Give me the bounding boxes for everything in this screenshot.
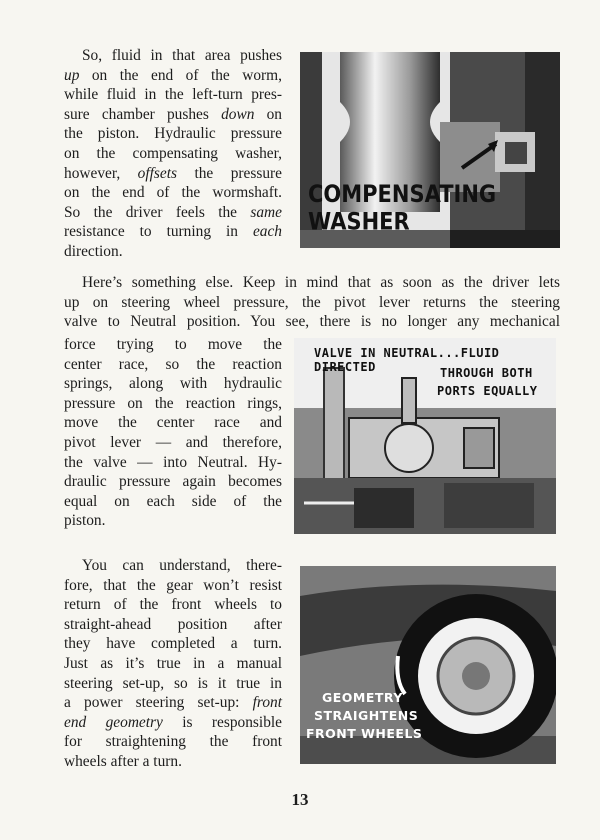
text-line: wheels after a turn. — [64, 752, 182, 770]
text-line: sure chamber pushes down on — [64, 105, 282, 123]
text-line: they have completed a turn. — [64, 635, 282, 653]
text-line: on the end of the wormshaft. — [64, 184, 282, 202]
text-line: straight-ahead position after — [64, 615, 282, 633]
text-line: move the center race and — [64, 414, 282, 432]
text-line: end geometry is responsible — [64, 713, 282, 731]
text-line: however, offsets the pressure — [64, 164, 282, 182]
text-line: steering set-up, so is it true in — [64, 674, 282, 692]
text-line: pivot lever — and therefore, — [64, 433, 282, 451]
text-line: Here’s something else. Keep in mind that as soon as the driver lets — [82, 274, 560, 291]
page-number: 13 — [291, 790, 309, 809]
washer-caption: COMPENSATING WASHER — [308, 180, 497, 236]
text-line: direction. — [64, 242, 123, 260]
text-line: pressure on the reaction rings, — [64, 394, 282, 412]
valve-caption-line3: PORTS EQUALLY — [437, 384, 538, 398]
valve-caption-line2: THROUGH BOTH — [440, 366, 533, 380]
text-line: So, fluid in that area pushes — [82, 47, 282, 64]
text-line: a power steering set-up: front — [64, 694, 282, 712]
valve-neutral-photo — [294, 338, 556, 534]
text-line: fore, that the gear won’t resist — [64, 576, 282, 594]
text-line: So the driver feels the same — [64, 203, 282, 221]
text-line: the valve — into Neutral. Hy- — [64, 453, 282, 471]
text-line: while fluid in the left-turn pres- — [64, 86, 282, 104]
text-line: You can understand, there- — [82, 557, 282, 574]
text-line: return of the front wheels to — [64, 596, 282, 614]
text-line: draulic pressure again becomes — [64, 473, 282, 491]
text-line: equal on each side of the — [64, 492, 282, 510]
text-line: piston. — [64, 512, 106, 530]
text-line: resistance to turning in each — [64, 223, 282, 241]
text-line: Just as it’s true in a manual — [64, 654, 282, 672]
paragraph-geometry — [64, 556, 282, 772]
paragraph-compensating — [64, 46, 282, 262]
text-line: for straightening the front — [64, 733, 282, 751]
text-line: the piston. Hydraulic pressure — [64, 125, 282, 143]
text-line: springs, along with hydraulic — [64, 375, 282, 393]
paragraph-neutral — [64, 273, 560, 332]
wheel-caption-line3: FRONT WHEELS — [306, 726, 423, 741]
wheel-caption-line1: GEOMETRY — [322, 690, 403, 705]
text-line: up on the end of the worm, — [64, 66, 282, 84]
text-line: up on steering wheel pressure, the pivot lever returns the steering — [64, 293, 560, 311]
wheel-caption-line2: STRAIGHTENS — [314, 708, 419, 723]
paragraph-neutral-continued — [64, 335, 282, 531]
compensating-washer-photo — [300, 52, 560, 248]
valve-caption-line1: VALVE IN NEUTRAL...FLUID DIRECTED — [314, 346, 500, 374]
text-line: valve to Neutral position. You see, there is no longer any mechanical — [64, 313, 560, 331]
text-line: center race, so the reaction — [64, 355, 282, 373]
text-line: force trying to move the — [64, 336, 282, 353]
front-wheel-photo — [300, 566, 556, 764]
text-line: on the compensating washer, — [64, 144, 282, 162]
